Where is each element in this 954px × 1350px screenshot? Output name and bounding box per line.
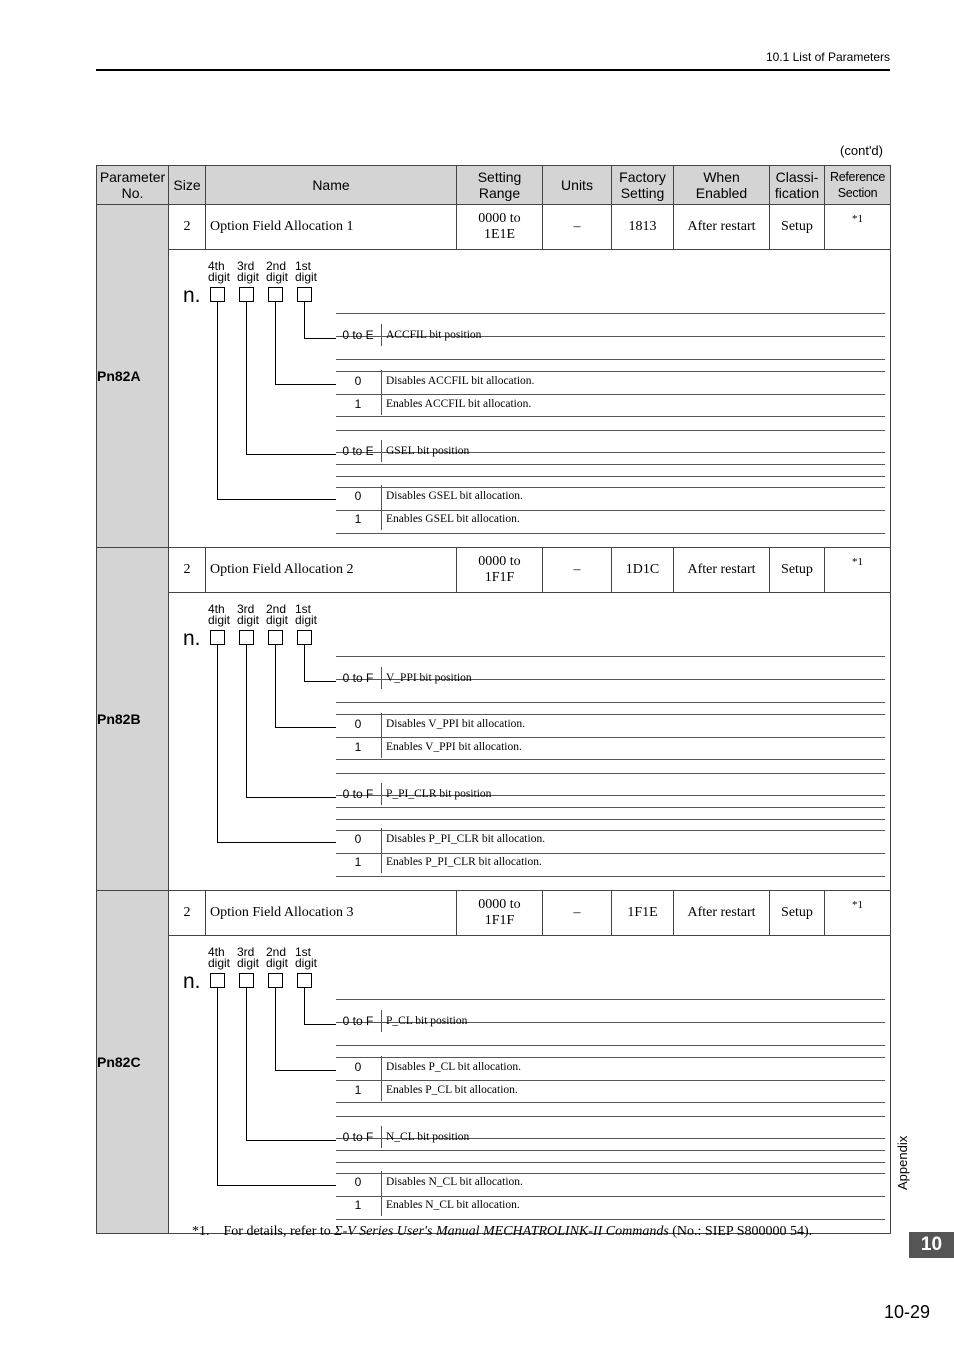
setting-code: 0 xyxy=(354,374,362,388)
table-row-diagram xyxy=(97,250,891,548)
cell-classification: Setup xyxy=(770,548,825,593)
table-row-diagram xyxy=(97,593,891,891)
column-header xyxy=(97,166,169,205)
cell-enabled: After restart xyxy=(674,205,770,250)
setting-code: 0 to E xyxy=(342,444,374,458)
column-header-text: Parameter xyxy=(99,169,166,185)
digit-label-line: digit xyxy=(266,270,289,284)
n-prefix: n. xyxy=(183,627,201,650)
connector-line xyxy=(246,1140,336,1141)
cell-enabled: After restart xyxy=(674,891,770,936)
digit-label xyxy=(208,947,230,969)
cell-factory: 1813 xyxy=(612,205,674,250)
digit-label xyxy=(295,261,317,283)
row-rule xyxy=(336,394,885,395)
setting-code: 0 xyxy=(354,1175,362,1189)
row-rule xyxy=(336,487,885,488)
table-header-row xyxy=(97,166,891,205)
row-rule xyxy=(336,759,885,760)
cell-name: Option Field Allocation 2 xyxy=(206,548,457,593)
digit-label-line: digit xyxy=(237,270,260,284)
setting-description: V_PPI bit position xyxy=(386,672,472,684)
setting-code: 1 xyxy=(354,512,362,526)
column-header-text: Section xyxy=(837,186,878,200)
n-prefix: n. xyxy=(183,970,201,993)
setting-code: 0 xyxy=(354,1060,362,1074)
cell-units: – xyxy=(543,891,612,936)
cell-name: Option Field Allocation 3 xyxy=(206,891,457,936)
column-header xyxy=(206,166,457,205)
cell-factory: 1F1E xyxy=(612,891,674,936)
column-header-text: Classi- xyxy=(775,169,819,185)
setting-code: 1 xyxy=(354,1083,362,1097)
footnote-prefix: For details, refer to xyxy=(223,1224,335,1239)
setting-code: 0 xyxy=(354,489,362,503)
digit-label-line: 4th xyxy=(208,602,225,616)
connector-line xyxy=(304,302,305,338)
row-rule xyxy=(336,702,885,703)
row-rule xyxy=(336,807,885,808)
cell-size: 2 xyxy=(169,548,206,593)
connector-line xyxy=(304,338,336,339)
column-header xyxy=(169,166,206,205)
column-header-text: Units xyxy=(561,177,593,193)
setting-code: 1 xyxy=(354,397,362,411)
setting-description: Disables N_CL bit allocation. xyxy=(386,1176,523,1188)
code-divider xyxy=(381,736,382,758)
footnote-marker: *1. xyxy=(192,1224,210,1239)
code-divider xyxy=(381,1010,382,1032)
footnote-manual-title: Σ-V Series User's Manual MECHATROLINK-II Commands xyxy=(334,1224,669,1239)
column-header-text: Size xyxy=(173,177,201,193)
digit-label-line: digit xyxy=(266,956,289,970)
digit-label-line: 1st xyxy=(295,945,312,959)
setting-description: P_PI_CLR bit position xyxy=(386,788,492,800)
row-rule xyxy=(336,533,885,534)
cell-reference: *1 xyxy=(825,548,891,593)
column-header-text: Factory xyxy=(619,169,666,185)
range-line: 0000 to xyxy=(478,554,521,569)
column-header xyxy=(457,166,543,205)
connector-line xyxy=(246,302,247,454)
setting-description: Disables ACCFIL bit allocation. xyxy=(386,375,535,387)
setting-code: 0 xyxy=(354,717,362,731)
digit-label-line: digit xyxy=(295,270,318,284)
row-rule xyxy=(336,876,885,877)
digit-label-line: 1st xyxy=(295,259,312,273)
cell-range xyxy=(457,891,543,936)
range-line: 1E1E xyxy=(483,227,516,242)
setting-diagram xyxy=(169,593,889,890)
column-header xyxy=(825,166,891,205)
digit-label-line: 4th xyxy=(208,945,225,959)
code-divider xyxy=(381,324,382,346)
setting-description: Enables P_PI_CLR bit allocation. xyxy=(386,856,542,868)
column-header-text: Setting xyxy=(477,169,522,185)
digit-box xyxy=(210,287,225,302)
digit-label-line: digit xyxy=(208,270,231,284)
connector-line xyxy=(246,454,336,455)
row-rule xyxy=(336,999,885,1000)
digit-box xyxy=(268,973,283,988)
connector-line xyxy=(275,1070,336,1071)
digit-label-line: digit xyxy=(295,956,318,970)
column-header-text: Reference xyxy=(830,170,885,184)
table-row xyxy=(97,205,891,250)
setting-description: Disables GSEL bit allocation. xyxy=(386,490,523,502)
range-line: 0000 to xyxy=(478,211,521,226)
row-rule xyxy=(336,371,885,372)
connector-line xyxy=(217,302,218,499)
n-prefix: n. xyxy=(183,284,201,307)
setting-diagram xyxy=(169,250,889,547)
side-section-label: Appendix xyxy=(895,1135,910,1190)
row-rule xyxy=(336,1102,885,1103)
row-rule xyxy=(336,656,885,657)
column-header-text: Setting xyxy=(620,185,665,201)
setting-description: GSEL bit position xyxy=(386,445,470,457)
row-rule xyxy=(336,714,885,715)
row-rule xyxy=(336,1080,885,1081)
digit-box xyxy=(297,973,312,988)
code-divider xyxy=(381,393,382,415)
parameter-number: Pn82C xyxy=(97,891,169,1234)
setting-code: 0 to F xyxy=(342,787,374,801)
digit-label xyxy=(295,604,317,626)
connector-line xyxy=(217,988,218,1185)
digit-label-line: digit xyxy=(237,956,260,970)
setting-code: 1 xyxy=(354,855,362,869)
digit-label-line: 4th xyxy=(208,259,225,273)
row-rule xyxy=(336,464,885,465)
parameter-number: Pn82A xyxy=(97,205,169,548)
connector-line xyxy=(304,645,305,681)
connector-line xyxy=(217,645,218,842)
row-rule xyxy=(336,510,885,511)
setting-description: Enables GSEL bit allocation. xyxy=(386,513,520,525)
setting-diagram xyxy=(169,936,889,1233)
setting-description: Enables ACCFIL bit allocation. xyxy=(386,398,532,410)
digit-label-line: 1st xyxy=(295,602,312,616)
digit-label xyxy=(208,261,230,283)
table-row xyxy=(97,548,891,593)
digit-box xyxy=(268,287,283,302)
digit-box xyxy=(297,630,312,645)
range-line: 1F1F xyxy=(484,570,515,585)
code-divider xyxy=(381,1126,382,1148)
column-header-text: fication xyxy=(774,185,820,201)
setting-description: ACCFIL bit position xyxy=(386,329,482,341)
header-rule xyxy=(96,69,890,71)
column-header-text: When xyxy=(703,169,740,185)
setting-code: 0 xyxy=(354,832,362,846)
setting-diagram-cell xyxy=(169,250,891,548)
row-rule xyxy=(336,1116,885,1117)
setting-description: Enables P_CL bit allocation. xyxy=(386,1084,518,1096)
digit-label-line: 2nd xyxy=(266,259,287,273)
column-header xyxy=(674,166,770,205)
column-header-text: Name xyxy=(312,177,350,193)
cell-size: 2 xyxy=(169,891,206,936)
cell-size: 2 xyxy=(169,205,206,250)
setting-code: 0 to F xyxy=(342,1014,374,1028)
connector-line xyxy=(304,1024,336,1025)
cell-units: – xyxy=(543,548,612,593)
digit-label-line: 3rd xyxy=(237,945,255,959)
row-rule xyxy=(336,359,885,360)
row-rule xyxy=(336,1045,885,1046)
row-rule xyxy=(336,430,885,431)
cell-range xyxy=(457,205,543,250)
digit-label-line: 3rd xyxy=(237,259,255,273)
digit-label-line: digit xyxy=(266,613,289,627)
range-line: 1F1F xyxy=(484,913,515,928)
connector-line xyxy=(246,645,247,797)
parameter-number: Pn82B xyxy=(97,548,169,891)
code-divider xyxy=(381,440,382,462)
code-divider xyxy=(381,1079,382,1101)
row-rule xyxy=(336,1196,885,1197)
row-rule xyxy=(336,853,885,854)
digit-label-line: 3rd xyxy=(237,602,255,616)
row-rule xyxy=(336,737,885,738)
column-header xyxy=(543,166,612,205)
cell-factory: 1D1C xyxy=(612,548,674,593)
footnote-suffix: (No.: SIEP S800000 54). xyxy=(668,1224,813,1239)
setting-description: Enables V_PPI bit allocation. xyxy=(386,741,522,753)
digit-box xyxy=(239,973,254,988)
column-header xyxy=(612,166,674,205)
digit-label-line: digit xyxy=(208,613,231,627)
connector-line xyxy=(217,1185,336,1186)
connector-line xyxy=(275,645,276,727)
setting-code: 1 xyxy=(354,1198,362,1212)
connector-line xyxy=(275,727,336,728)
code-divider xyxy=(381,851,382,873)
setting-code: 0 to E xyxy=(342,328,374,342)
digit-label-line: digit xyxy=(295,613,318,627)
table-row-diagram xyxy=(97,936,891,1234)
digit-label-line: 2nd xyxy=(266,945,287,959)
column-header-text: Range xyxy=(478,185,521,201)
row-rule xyxy=(336,773,885,774)
connector-line xyxy=(275,988,276,1070)
setting-diagram-cell xyxy=(169,593,891,891)
column-header-text: No. xyxy=(121,185,144,201)
digit-label xyxy=(208,604,230,626)
digit-label xyxy=(266,604,288,626)
digit-label xyxy=(237,604,259,626)
cell-classification: Setup xyxy=(770,205,825,250)
row-rule xyxy=(336,313,885,314)
setting-description: Enables N_CL bit allocation. xyxy=(386,1199,520,1211)
digit-box xyxy=(210,630,225,645)
connector-line xyxy=(304,988,305,1024)
cell-reference: *1 xyxy=(825,205,891,250)
digit-label-line: digit xyxy=(237,613,260,627)
page-number: 10-29 xyxy=(883,1302,930,1322)
cell-enabled: After restart xyxy=(674,548,770,593)
row-rule xyxy=(336,819,885,820)
continued-label: (cont'd) xyxy=(840,143,883,158)
code-divider xyxy=(381,783,382,805)
header-title: 10.1 List of Parameters xyxy=(765,50,890,64)
connector-line xyxy=(275,302,276,384)
range-line: 0000 to xyxy=(478,897,521,912)
column-header xyxy=(770,166,825,205)
cell-range xyxy=(457,548,543,593)
digit-box xyxy=(268,630,283,645)
row-rule xyxy=(336,476,885,477)
cell-name: Option Field Allocation 1 xyxy=(206,205,457,250)
setting-description: N_CL bit position xyxy=(386,1131,470,1143)
cell-units: – xyxy=(543,205,612,250)
table-row xyxy=(97,891,891,936)
digit-label xyxy=(237,947,259,969)
digit-box xyxy=(239,287,254,302)
footnote xyxy=(192,1224,812,1240)
digit-label xyxy=(295,947,317,969)
digit-box xyxy=(297,287,312,302)
digit-label-line: 2nd xyxy=(266,602,287,616)
row-rule xyxy=(336,830,885,831)
code-divider xyxy=(381,667,382,689)
setting-description: Disables P_CL bit allocation. xyxy=(386,1061,522,1073)
setting-description: Disables P_PI_CLR bit allocation. xyxy=(386,833,546,845)
connector-line xyxy=(246,988,247,1140)
chapter-tab: 10 xyxy=(909,1232,954,1258)
digit-box xyxy=(210,973,225,988)
row-rule xyxy=(336,1150,885,1151)
connector-line xyxy=(275,384,336,385)
parameter-table xyxy=(96,165,891,1234)
connector-line xyxy=(217,499,336,500)
row-rule xyxy=(336,1173,885,1174)
digit-label xyxy=(266,947,288,969)
column-header-text: Enabled xyxy=(695,185,748,201)
cell-reference: *1 xyxy=(825,891,891,936)
digit-label-line: digit xyxy=(208,956,231,970)
row-rule xyxy=(336,1162,885,1163)
setting-description: Disables V_PPI bit allocation. xyxy=(386,718,526,730)
setting-code: 0 to F xyxy=(342,671,374,685)
connector-line xyxy=(217,842,336,843)
row-rule xyxy=(336,1057,885,1058)
code-divider xyxy=(381,508,382,530)
row-rule xyxy=(336,1219,885,1220)
setting-code: 0 to F xyxy=(342,1130,374,1144)
setting-description: P_CL bit position xyxy=(386,1015,468,1027)
digit-label xyxy=(237,261,259,283)
digit-box xyxy=(239,630,254,645)
setting-diagram-cell xyxy=(169,936,891,1234)
code-divider xyxy=(381,1194,382,1216)
connector-line xyxy=(304,681,336,682)
row-rule xyxy=(336,416,885,417)
setting-code: 1 xyxy=(354,740,362,754)
cell-classification: Setup xyxy=(770,891,825,936)
connector-line xyxy=(246,797,336,798)
digit-label xyxy=(266,261,288,283)
